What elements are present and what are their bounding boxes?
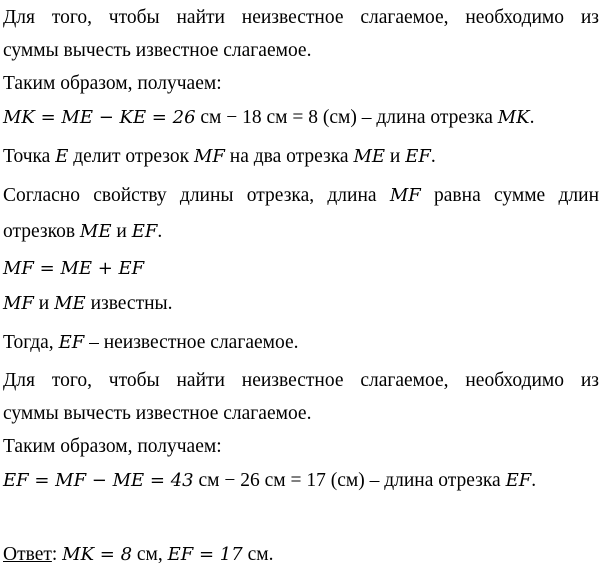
text-segment: известны. [85,293,173,314]
text-segment: : [51,544,63,565]
math-segment-label: EF [505,470,532,491]
math-expression: MF = ME + EF [3,258,145,279]
text-line-11 [3,369,599,393]
math-point-label: E [55,146,69,167]
text-segment: Точка [3,146,56,167]
text-segment: Для того, чтобы найти неизвестное слагаемое, необходимо из [3,370,599,391]
text-segment: суммы вычесть известное слагаемое. [3,403,312,424]
text-segment: на два отрезка [224,146,354,167]
text-segment: и [111,221,132,242]
text-line-9 [3,292,599,316]
math-expression: MK = ME − KE = 26 [3,107,196,128]
math-segment-label: MF [3,293,34,314]
text-segment: см − 26 см = 17 (см) – длина отрезка [193,470,506,491]
text-line-5 [3,145,599,169]
text-segment: – неизвестное слагаемое. [84,332,299,353]
math-segment-label: MK [497,107,530,128]
text-segment: и [385,146,406,167]
text-line-7 [3,220,599,244]
text-segment: Для того, чтобы найти неизвестное слагаемое, необходимо из [3,7,599,28]
math-expression: EF = 17 [167,544,243,565]
math-segment-label: EF [58,332,85,353]
text-segment: равна сумме длин [420,185,600,206]
math-expression: EF = MF − ME = 43 [3,470,194,491]
math-segment-label: EF [131,221,158,242]
text-segment: . [430,146,436,167]
answer-label: Ответ [3,544,52,565]
text-segment: Таким образом, получаем: [3,73,222,94]
math-segment-label: MF [193,146,225,167]
text-line-10 [3,331,599,355]
text-line-1 [3,6,599,30]
text-segment: . [157,221,163,242]
text-line-6 [3,184,599,208]
text-segment: Согласно свойству длины отрезка, длина [3,185,390,206]
text-segment: см, [132,544,168,565]
text-line-12 [3,402,599,426]
text-line-2 [3,39,599,63]
text-segment: и [33,293,55,314]
math-segment-label: EF [405,146,431,167]
text-segment: делит отрезок [68,146,194,167]
formula-line-ef [3,469,599,493]
math-segment-label: ME [353,146,386,167]
text-segment: см − 18 см = 8 (см) – длина отрезка [195,107,498,128]
math-segment-label: ME [79,221,112,242]
formula-line-mf [3,257,599,281]
text-segment: . [529,107,535,128]
formula-line-mk [3,106,599,130]
text-segment: см. [242,544,274,565]
text-line-13 [3,435,599,459]
text-segment: Таким образом, получаем: [3,436,222,457]
math-segment-label: ME [54,293,86,314]
math-segment-label: MF [389,185,421,206]
answer-line [3,543,599,567]
text-line-3 [3,72,599,96]
text-segment: . [531,470,537,491]
math-expression: MK = 8 [62,544,133,565]
text-segment: отрезков [3,221,80,242]
text-segment: суммы вычесть известное слагаемое. [3,40,312,61]
text-segment: Тогда, [3,332,59,353]
